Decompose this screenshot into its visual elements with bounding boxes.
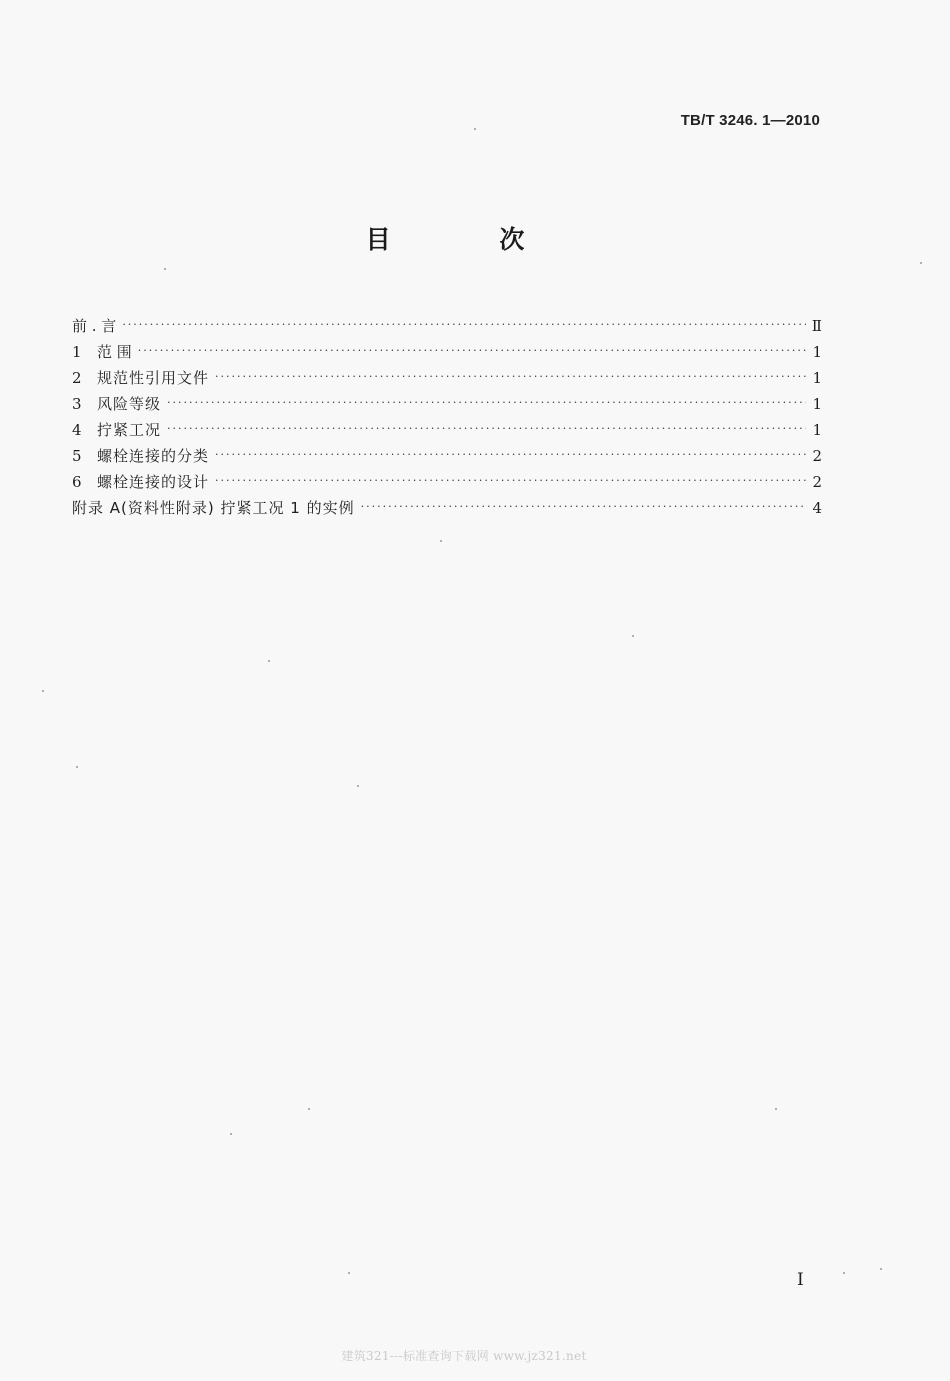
toc-leader-dots: [215, 364, 806, 390]
toc-entry-page: 4: [812, 499, 822, 517]
toc-entry-number: 5: [72, 447, 82, 465]
scan-speck: [308, 1108, 310, 1110]
toc-entry-label: 前 . 言: [72, 317, 117, 335]
toc-entry-number: 2: [72, 369, 82, 387]
toc-leader-dots: [167, 416, 806, 442]
toc-entry-number: 1: [72, 343, 82, 361]
toc-entry-page: 1: [812, 343, 822, 361]
scan-speck: [843, 1272, 845, 1274]
toc-entry-page: 1: [812, 421, 822, 439]
toc-entry-risk-levels[interactable]: [72, 391, 822, 417]
toc-leader-dots: [122, 312, 805, 338]
toc-leader-dots: [361, 494, 806, 520]
toc-entry-annex-a[interactable]: [72, 495, 822, 521]
toc-entry-page: Ⅱ: [811, 317, 822, 335]
toc-entry-label: 范 围: [97, 343, 132, 361]
scan-speck: [230, 1133, 232, 1135]
toc-entry-number: 3: [72, 395, 82, 413]
toc-entry-normative-references[interactable]: [72, 365, 822, 391]
toc-entry-label: 螺栓连接的分类: [97, 447, 210, 465]
scan-speck: [632, 635, 634, 637]
scan-speck: [880, 1268, 882, 1270]
scan-speck: [348, 1272, 350, 1274]
watermark: 建筑321---标准查询下载网 www.jz321.net: [341, 1349, 587, 1363]
toc-entry-label: 螺栓连接的设计: [97, 473, 210, 491]
scan-speck: [440, 540, 442, 542]
toc-entry-label: 拧紧工况: [97, 421, 162, 439]
toc-entry-number: 6: [72, 473, 82, 491]
toc-leader-dots: [215, 442, 806, 468]
toc-entry-page: 2: [812, 473, 822, 491]
scan-speck: [268, 660, 270, 662]
scan-speck: [474, 128, 476, 130]
page-title: 目 次: [365, 225, 575, 254]
toc-entry-number: 4: [72, 421, 82, 439]
toc-entry-foreword[interactable]: [72, 313, 822, 339]
toc-entry-tightening-conditions[interactable]: [72, 417, 822, 443]
toc-entry-label: 规范性引用文件: [97, 369, 210, 387]
toc-leader-dots: [215, 468, 806, 494]
scan-speck: [920, 262, 922, 264]
toc-entry-scope[interactable]: [72, 339, 822, 365]
toc-entry-bolted-joint-classification[interactable]: [72, 443, 822, 469]
toc-leader-dots: [138, 338, 806, 364]
toc-entry-page: 1: [812, 369, 822, 387]
scan-speck: [775, 1108, 777, 1110]
table-of-contents: [72, 313, 822, 521]
scan-speck: [357, 785, 359, 787]
toc-entry-page: 2: [812, 447, 822, 465]
standard-code: TB/T 3246. 1—2010: [680, 112, 820, 129]
toc-entry-label: 附录 A(资料性附录) 拧紧工况 1 的实例: [72, 499, 355, 517]
toc-leader-dots: [167, 390, 806, 416]
page-number: I: [797, 1270, 804, 1290]
scan-speck: [42, 690, 44, 692]
toc-entry-page: 1: [812, 395, 822, 413]
scan-speck: [164, 268, 166, 270]
toc-entry-bolted-joint-design[interactable]: [72, 469, 822, 495]
scan-speck: [76, 766, 78, 768]
toc-entry-label: 风险等级: [97, 395, 162, 413]
